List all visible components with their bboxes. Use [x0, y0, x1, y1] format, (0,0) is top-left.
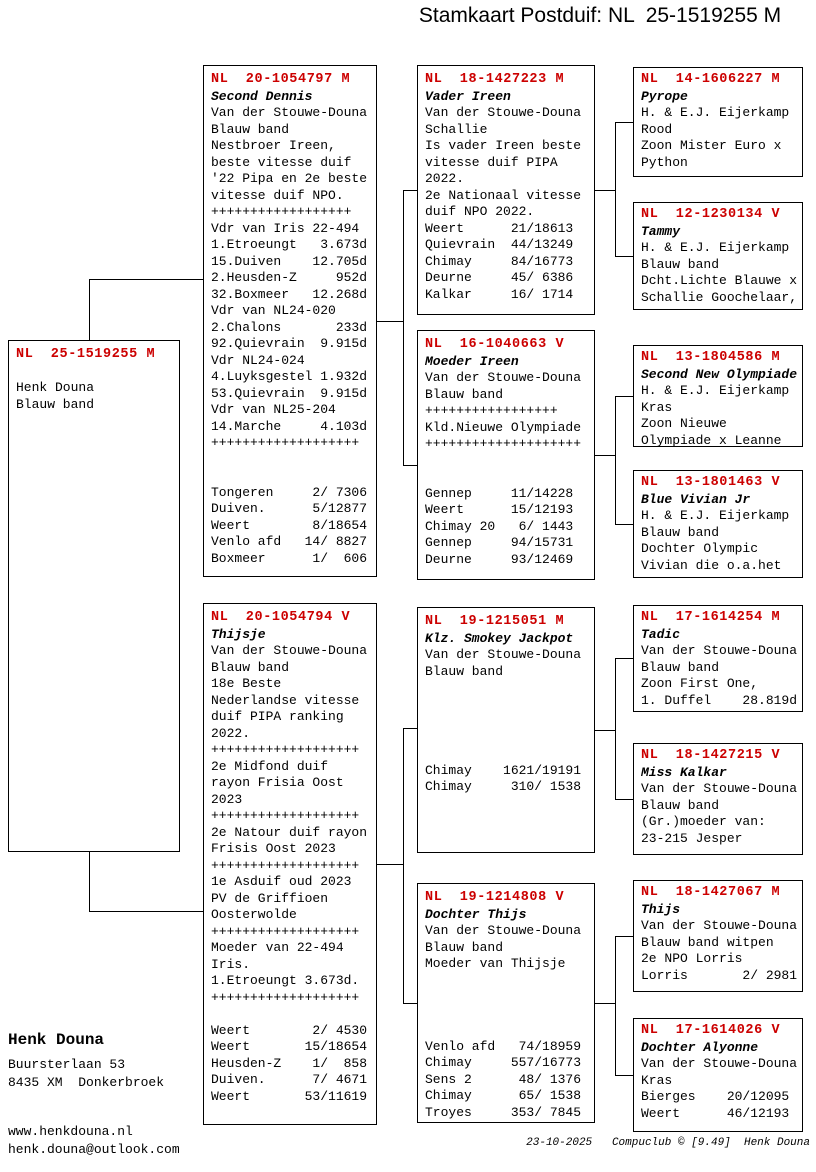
- box-lines: [425, 370, 587, 568]
- pedigree-text-line: Weert 15/18654: [211, 1039, 368, 1054]
- pedigree-text-line: Vdr van NL25-204: [211, 402, 336, 417]
- pedigree-text-line: Nederlandse vitesse: [211, 692, 360, 708]
- pedigree-text-line: Lorris 2/ 2981: [641, 967, 798, 983]
- owner-address2: 8435 XM Donkerbroek: [8, 1075, 165, 1090]
- pedigree-text-line: 92.Quievrain 9.915d: [211, 336, 368, 351]
- pedigree-text-line: +++++++++++++++++++: [211, 989, 360, 1005]
- box-lines: [425, 923, 587, 1121]
- connector-line: [595, 190, 615, 191]
- connector-line: [89, 279, 203, 280]
- pedigree-text-line: Weert 2/ 4530: [211, 1022, 368, 1038]
- pedigree-text-line: Blauw band: [211, 659, 290, 675]
- pedigree-text-line: Weert 46/12193: [641, 1105, 790, 1121]
- pedigree-text-line: H. & E.J. Eijerkamp: [641, 383, 790, 398]
- footer-print-info: 23-10-2025 Compuclub © [9.49] Henk Douna: [526, 1137, 810, 1149]
- pedigree-text-line: Weert 15/12193: [425, 502, 574, 517]
- pedigree-text-line: [211, 1006, 369, 1023]
- ring-number: NL 13-1804586 M: [641, 350, 781, 365]
- pedigree-text-line: Van der Stouwe-Douna: [641, 1056, 798, 1071]
- pedigree-text-line: Frisis Oost 2023: [211, 841, 336, 856]
- pedigree-text-line: Venlo afd 14/ 8827: [211, 534, 368, 549]
- box-lines: [641, 383, 795, 447]
- connector-line: [615, 936, 616, 1075]
- pedigree-text-line: Troyes 353/ 7845: [425, 1104, 582, 1120]
- pedigree-text-line: Bierges 20/12095: [641, 1089, 790, 1104]
- bird-name: Tadic: [641, 626, 681, 642]
- pedigree-text-line: rayon Frisia Oost: [211, 775, 344, 790]
- pedigree-text-line: [425, 697, 587, 714]
- pedigree-text-line: Moeder van Thijsje: [425, 956, 566, 971]
- pedigree-text-line: Blauw band: [425, 386, 504, 402]
- pedigree-text-line: Schallie Goochelaar,: [641, 289, 798, 305]
- pedigree-box-subject: [8, 340, 180, 852]
- ring-number: NL 25-1519255 M: [16, 347, 156, 362]
- pedigree-box-g4-thijs: [633, 880, 803, 992]
- pedigree-text-line: Van der Stouwe-Douna: [211, 105, 368, 120]
- pedigree-text-line: Zoon First One,: [641, 676, 759, 691]
- connector-line: [615, 658, 633, 659]
- box-lines: [641, 105, 795, 171]
- pedigree-text-line: ++++++++++++++++++: [211, 204, 352, 219]
- pedigree-text-line: Zoon Nieuwe: [641, 416, 727, 431]
- bird-name: Blue Vivian Jr: [641, 491, 751, 507]
- bird-name: Tammy: [641, 223, 681, 239]
- pedigree-text-line: Van der Stouwe-Douna: [641, 643, 798, 658]
- pedigree-text-line: Chimay 557/16773: [425, 1055, 582, 1070]
- pedigree-text-line: [425, 1022, 587, 1039]
- connector-line: [595, 730, 615, 731]
- pedigree-text-line: +++++++++++++++++++: [211, 857, 360, 873]
- pedigree-text-line: beste vitesse duif: [211, 154, 352, 170]
- connector-line: [89, 911, 203, 912]
- bird-name: Pyrope: [641, 88, 688, 104]
- connector-line: [403, 728, 418, 729]
- pedigree-text-line: 2e NPO Lorris: [641, 951, 743, 966]
- pedigree-text-line: Blauw band: [16, 396, 95, 412]
- connector-line: [615, 396, 633, 397]
- pedigree-text-line: Duiven. 5/12877: [211, 501, 368, 516]
- connector-line: [89, 279, 90, 340]
- ring-number: NL 17-1614254 M: [641, 610, 781, 625]
- connector-line: [615, 396, 616, 524]
- pedigree-text-line: 2.Chalons 233d: [211, 319, 368, 335]
- connector-line: [615, 122, 633, 123]
- ring-number: NL 20-1054797 M: [211, 72, 351, 87]
- pedigree-text-line: 15.Duiven 12.705d: [211, 253, 368, 269]
- pedigree-text-line: Boxmeer 1/ 606: [211, 550, 368, 566]
- pedigree-box-g4-dochter-alyonne: [633, 1018, 803, 1132]
- pedigree-text-line: PV de Griffioen: [211, 890, 329, 906]
- pedigree-box-mother: [203, 603, 377, 1125]
- pedigree-text-line: Python: [641, 154, 688, 170]
- pedigree-text-line: +++++++++++++++++++: [211, 923, 360, 939]
- pedigree-text-line: H. & E.J. Eijerkamp: [641, 105, 790, 120]
- pedigree-text-line: 23-215 Jesper: [641, 830, 743, 846]
- owner-email: henk.douna@outlook.com: [8, 1142, 180, 1157]
- pedigree-text-line: [16, 364, 172, 381]
- connector-line: [595, 1003, 615, 1004]
- pedigree-text-line: Chimay 1621/19191: [425, 762, 582, 778]
- pedigree-box-g4-blue-vivian-jr: [633, 470, 803, 578]
- pedigree-text-line: Deurne 45/ 6386: [425, 270, 574, 285]
- pedigree-text-line: [425, 469, 587, 486]
- pedigree-text-line: Quievrain 44/13249: [425, 237, 574, 252]
- bird-name: Second New Olympiade: [641, 366, 798, 382]
- pedigree-text-line: Chimay 84/16773: [425, 253, 574, 269]
- pedigree-text-line: Kras: [641, 1072, 673, 1088]
- ring-number: NL 18-1427215 V: [641, 748, 781, 763]
- pedigree-text-line: Chimay 65/ 1538: [425, 1088, 582, 1103]
- box-lines: [641, 918, 798, 984]
- pedigree-text-line: (Gr.)moeder van:: [641, 814, 766, 829]
- pedigree-box-g3-moeder-ireen: [417, 330, 595, 580]
- pedigree-text-line: H. & E.J. Eijerkamp: [641, 240, 790, 255]
- pedigree-text-line: Blauw band: [641, 524, 720, 540]
- pedigree-text-line: 53.Quievrain 9.915d: [211, 385, 368, 401]
- pedigree-text-line: Blauw band: [641, 797, 720, 813]
- pedigree-text-line: Vivian die o.a.het: [641, 557, 782, 573]
- pedigree-text-line: Rood: [641, 121, 673, 137]
- pedigree-text-line: Kalkar 16/ 1714: [425, 286, 574, 302]
- connector-line: [403, 190, 404, 465]
- box-lines: [641, 643, 798, 709]
- pedigree-text-line: Deurne 93/12469: [425, 551, 574, 567]
- box-lines: [211, 643, 369, 1105]
- pedigree-text-line: Venlo afd 74/18959: [425, 1038, 582, 1054]
- connector-line: [615, 256, 633, 257]
- box-lines: [641, 240, 798, 306]
- pedigree-text-line: Moeder van 22-494: [211, 940, 344, 955]
- pedigree-text-line: Weert 53/11619: [211, 1088, 368, 1104]
- pedigree-text-line: 1e Asduif oud 2023: [211, 874, 352, 889]
- pedigree-text-line: 18e Beste: [211, 676, 282, 691]
- pedigree-text-line: Blauw band: [641, 659, 720, 675]
- bird-name: Thijsje: [211, 626, 266, 642]
- pedigree-text-line: Blauw band: [641, 256, 720, 272]
- pedigree-text-line: Van der Stouwe-Douna: [425, 370, 582, 385]
- pedigree-text-line: Gennep 11/14228: [425, 485, 574, 501]
- pedigree-box-g4-tadic: [633, 605, 803, 712]
- pedigree-text-line: Blauw band witpen: [641, 934, 774, 950]
- pedigree-text-line: 1.Etroeungt 3.673d: [211, 237, 368, 252]
- pedigree-text-line: Gennep 94/15731: [425, 535, 574, 550]
- pedigree-text-line: +++++++++++++++++++: [211, 435, 360, 450]
- bird-name: Second Dennis: [211, 88, 313, 104]
- pedigree-text-line: Sens 2 48/ 1376: [425, 1071, 582, 1087]
- pedigree-text-line: H. & E.J. Eijerkamp: [641, 508, 790, 523]
- pedigree-box-g3-dochter-thijs: [417, 883, 595, 1123]
- pedigree-box-g3-smokey-jackpot: [417, 607, 595, 853]
- pedigree-text-line: 1.Etroeungt 3.673d.: [211, 973, 360, 988]
- pedigree-box-father: [203, 65, 377, 577]
- box-lines: [641, 1056, 798, 1122]
- page-title: Stamkaart Postduif: NL 25-1519255 M: [418, 4, 782, 27]
- bird-name: Miss Kalkar: [641, 764, 727, 780]
- pedigree-text-line: Kld.Nieuwe Olympiade: [425, 419, 582, 435]
- pedigree-text-line: 1. Duffel 28.819d: [641, 692, 798, 708]
- box-lines: [425, 105, 587, 303]
- connector-line: [403, 465, 418, 466]
- pedigree-text-line: +++++++++++++++++++: [211, 808, 360, 823]
- bird-name: Moeder Ireen: [425, 353, 519, 369]
- pedigree-text-line: [211, 468, 369, 485]
- connector-line: [403, 190, 418, 191]
- pedigree-text-line: Van der Stouwe-Douna: [425, 105, 582, 120]
- pedigree-text-line: 2.Heusden-Z 952d: [211, 270, 368, 285]
- box-lines: [425, 647, 587, 796]
- pedigree-text-line: 4.Luyksgestel 1.932d: [211, 369, 368, 384]
- ring-number: NL 18-1427223 M: [425, 72, 565, 87]
- pedigree-text-line: [425, 680, 587, 697]
- box-lines: [16, 364, 172, 414]
- pedigree-text-line: [211, 452, 369, 469]
- connector-line: [403, 1003, 418, 1004]
- owner-name: Henk Douna: [8, 1031, 105, 1049]
- pedigree-text-line: Van der Stouwe-Douna: [425, 647, 582, 662]
- pedigree-text-line: Schallie: [425, 121, 488, 137]
- pedigree-text-line: Heusden-Z 1/ 858: [211, 1055, 368, 1071]
- pedigree-box-g4-tammy: [633, 202, 803, 310]
- pedigree-text-line: 14.Marche 4.103d: [211, 418, 368, 434]
- pedigree-text-line: Vdr van Iris 22-494: [211, 220, 360, 236]
- connector-line: [595, 455, 615, 456]
- pedigree-text-line: Oosterwolde: [211, 907, 297, 922]
- pedigree-text-line: [425, 989, 587, 1006]
- connector-line: [403, 728, 404, 1003]
- pedigree-text-line: Blauw band: [211, 121, 290, 137]
- bird-name: Dochter Alyonne: [641, 1039, 759, 1055]
- connector-line: [615, 1075, 633, 1076]
- ring-number: NL 17-1614026 V: [641, 1023, 781, 1038]
- ring-number: NL 16-1040663 V: [425, 337, 565, 352]
- connector-line: [377, 864, 403, 865]
- connector-line: [615, 524, 633, 525]
- pedigree-text-line: Vdr NL24-024: [211, 352, 305, 368]
- pedigree-text-line: duif PIPA ranking: [211, 709, 344, 724]
- pedigree-text-line: Chimay 310/ 1538: [425, 779, 582, 794]
- pedigree-text-line: 2022.: [211, 725, 251, 741]
- pedigree-text-line: [425, 713, 587, 730]
- ring-number: NL 19-1215051 M: [425, 614, 565, 629]
- pedigree-text-line: Duiven. 7/ 4671: [211, 1072, 368, 1087]
- connector-line: [377, 321, 403, 322]
- pedigree-text-line: [425, 973, 587, 990]
- box-lines: [641, 781, 798, 847]
- box-lines: [641, 508, 795, 574]
- pedigree-text-line: 2e Midfond duif: [211, 758, 329, 774]
- pedigree-text-line: 2e Nationaal vitesse: [425, 187, 582, 203]
- connector-line: [615, 658, 616, 799]
- pedigree-text-line: [425, 730, 587, 747]
- pedigree-text-line: Olympiade x Leanne: [641, 432, 782, 447]
- ring-number: NL 20-1054794 V: [211, 610, 351, 625]
- pedigree-text-line: [425, 1006, 587, 1023]
- pedigree-text-line: '22 Pipa en 2e beste: [211, 171, 368, 186]
- bird-name: Klz. Smokey Jackpot: [425, 630, 574, 646]
- pedigree-text-line: Blauw band: [425, 663, 504, 679]
- pedigree-text-line: +++++++++++++++++: [425, 403, 558, 418]
- pedigree-text-line: Van der Stouwe-Douna: [641, 918, 798, 933]
- connector-line: [89, 852, 90, 911]
- bird-name: Thijs: [641, 901, 681, 917]
- pedigree-text-line: Zoon Mister Euro x: [641, 138, 782, 153]
- pedigree-text-line: Nestbroer Ireen,: [211, 138, 336, 153]
- pedigree-text-line: 32.Boxmeer 12.268d: [211, 286, 368, 302]
- ring-number: NL 18-1427067 M: [641, 885, 781, 900]
- pedigree-text-line: duif NPO 2022.: [425, 204, 535, 219]
- pedigree-text-line: [425, 746, 587, 763]
- ring-number: NL 12-1230134 V: [641, 207, 781, 222]
- owner-address1: Buursterlaan 53: [8, 1057, 126, 1072]
- pedigree-text-line: Van der Stouwe-Douna: [641, 781, 798, 796]
- pedigree-text-line: Kras: [641, 399, 673, 415]
- pedigree-text-line: [425, 453, 587, 470]
- pedigree-text-line: Weert 8/18654: [211, 517, 368, 533]
- pedigree-text-line: 2023: [211, 791, 243, 807]
- pedigree-text-line: ++++++++++++++++++++: [425, 436, 582, 451]
- pedigree-text-line: Van der Stouwe-Douna: [211, 643, 368, 658]
- bird-name: Dochter Thijs: [425, 906, 527, 922]
- pedigree-text-line: Van der Stouwe-Douna: [425, 923, 582, 938]
- pedigree-text-line: +++++++++++++++++++: [211, 742, 360, 757]
- pedigree-box-g4-miss-kalkar: [633, 743, 803, 855]
- pedigree-text-line: Dochter Olympic: [641, 541, 759, 556]
- pedigree-text-line: Is vader Ireen beste: [425, 138, 582, 153]
- pedigree-text-line: vitesse duif NPO.: [211, 187, 344, 203]
- pedigree-text-line: Henk Douna: [16, 380, 95, 395]
- pedigree-text-line: 2e Natour duif rayon: [211, 824, 368, 840]
- bird-name: Vader Ireen: [425, 88, 511, 104]
- pedigree-text-line: vitesse duif PIPA: [425, 154, 558, 170]
- ring-number: NL 13-1801463 V: [641, 475, 781, 490]
- connector-line: [615, 799, 633, 800]
- pedigree-text-line: Dcht.Lichte Blauwe x: [641, 273, 798, 288]
- pedigree-text-line: Weert 21/18613: [425, 220, 574, 236]
- pedigree-text-line: 2022.: [425, 171, 465, 186]
- connector-line: [615, 936, 633, 937]
- pedigree-text-line: Iris.: [211, 956, 251, 972]
- pedigree-box-g4-second-new-olympiade: [633, 345, 803, 447]
- pedigree-box-g4-pyrope: [633, 67, 803, 177]
- pedigree-text-line: Tongeren 2/ 7306: [211, 484, 368, 500]
- pedigree-text-line: Vdr van NL24-020: [211, 303, 336, 318]
- owner-website: www.henkdouna.nl: [8, 1124, 133, 1139]
- ring-number: NL 19-1214808 V: [425, 890, 565, 905]
- connector-line: [615, 122, 616, 256]
- box-lines: [211, 105, 369, 567]
- pedigree-text-line: Blauw band: [425, 939, 504, 955]
- pedigree-text-line: Chimay 20 6/ 1443: [425, 518, 574, 534]
- pedigree-box-g3-vader-ireen: [417, 65, 595, 315]
- ring-number: NL 14-1606227 M: [641, 72, 781, 87]
